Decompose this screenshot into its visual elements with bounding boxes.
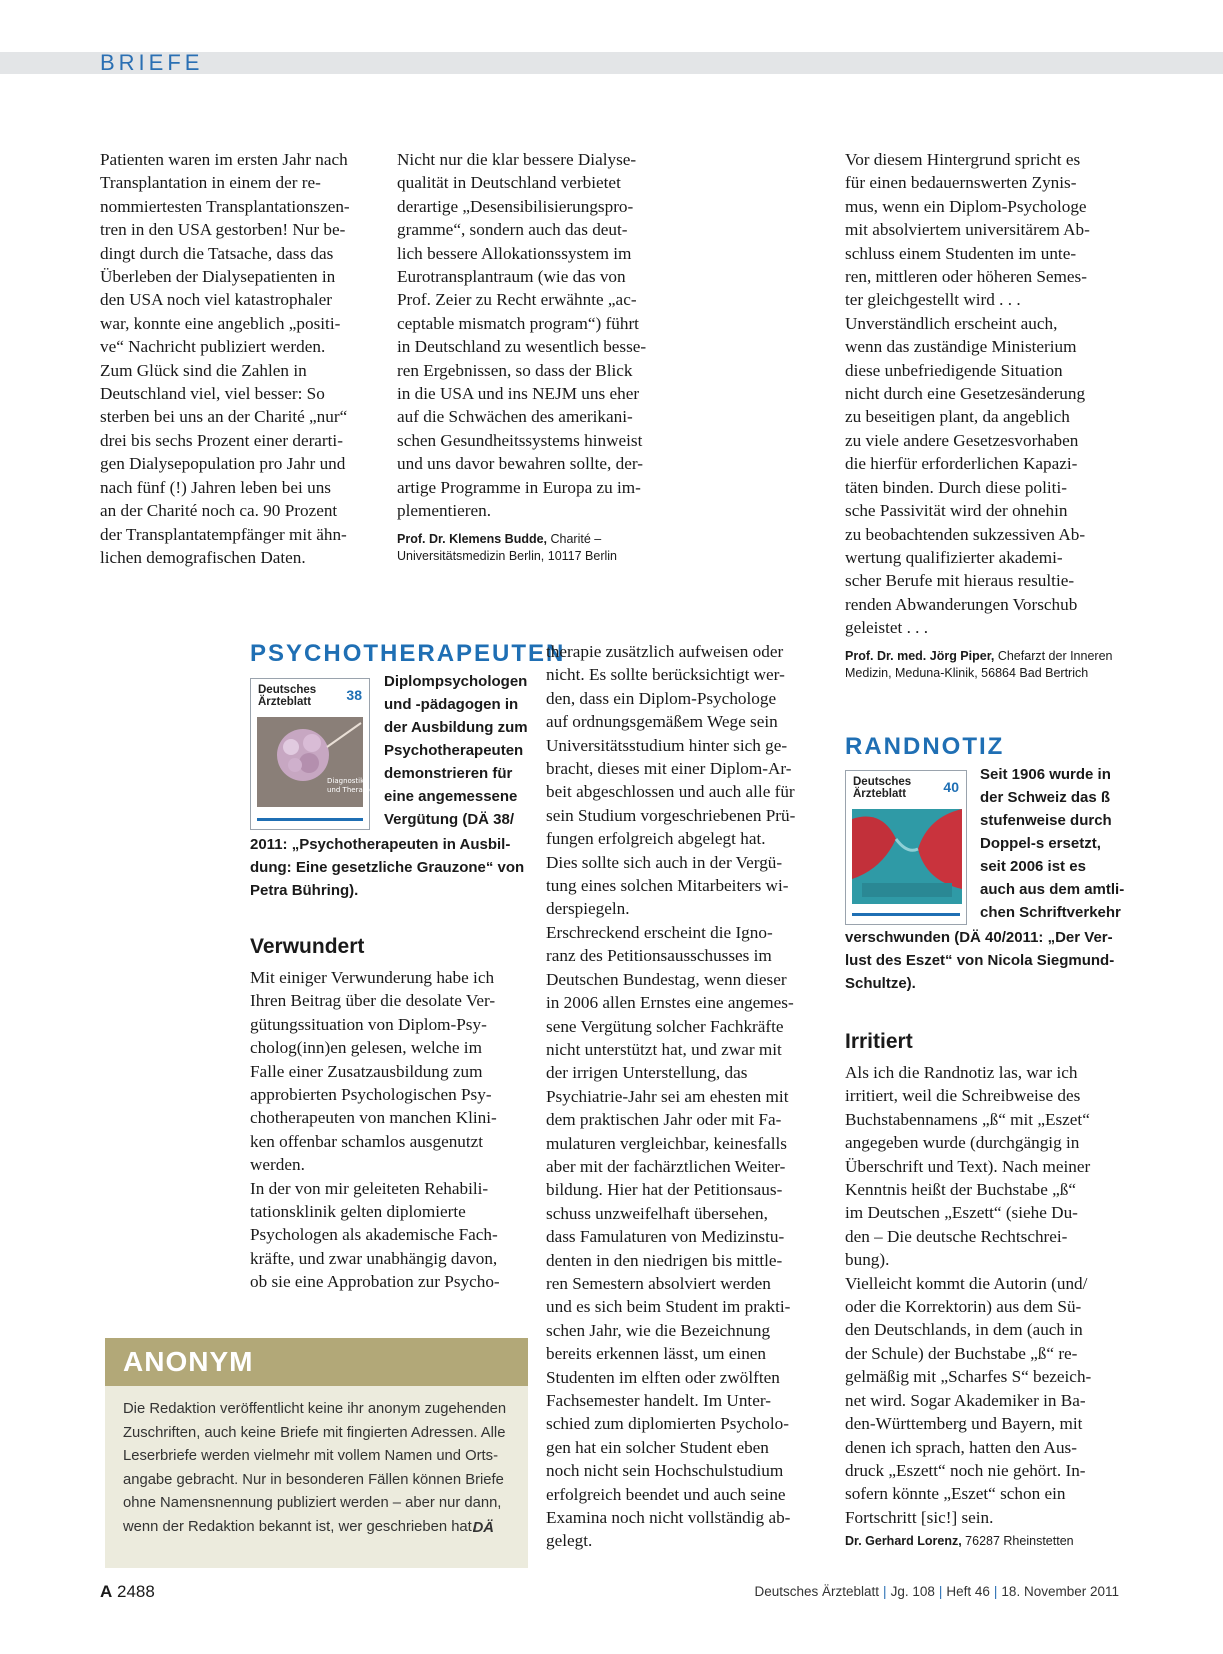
rubric-randnotiz: RANDNOTIZ [845,733,1005,760]
letter-text: Als ich die Randnotiz las, war ich irritiert, weil die Schreibweise des Buchstabennamens „ß“ mit „Eszet“ angegeben wurde (durchgängig in Überschrift und Text). Nach meiner Kenntnis heißt der Buchstabe „ß“ im Deutschen „Eszett“ (siehe Du- den – Die deutsche Rechtschrei- bung). Vielleicht kommt die Autorin (und/ oder die Korrektorin) aus dem Sü- den Deutschlands, in dem (auch in der Schule) der Buchstabe „ß“ re- gelmäßig mit „Scharfes S“ bezeich- net wird. Sogar Akademiker in Ba- den-Württemberg und Bayern, mit denen ich sprach, hatten den Aus- druck „Eszett“ noch nie gehört. In- sofern könnte „Eszet“ schon ein Fortschritt [sic!] sein. [845,1063,1092,1527]
letter-column-1 [100,148,385,569]
footer-separator: | [883,1584,887,1599]
page-prefix: A [100,1582,113,1601]
letter-text: Mit einiger Verwunderung habe ich Ihren Beitrag über die desolate Ver- gütungssituation von Diplom-Psy- cholog(inn)en gelesen, welche im Falle einer Zusatzausbildung zum approbierten Psychologischen Psy- chotherapeuten von manchen Klini- ken offenbar schamlos ausgenutzt werden. In der von mir geleiteten Rehabili- tationsklinik gelten diplomierte Psychologen als akademische Fach- kräfte, und zwar unabhängig davon, ob sie eine Approbation zur Psycho- [250,968,500,1292]
signature-affiliation: Charité – [547,531,602,546]
cover-bar [852,913,960,916]
letter-column-verwundert-cont [546,640,836,1553]
cover-image [257,717,374,807]
page-number [100,1582,155,1602]
cover-number: 40 [943,779,959,795]
anonym-sign: DÄ [472,1520,494,1536]
page-number-value: 2488 [112,1582,155,1601]
signature-affiliation: Chefarzt der Inneren [994,648,1113,663]
teaser-continuation: 2011: „Psychotherapeuten in Ausbil- dung: Eine gesetzliche Grauzone“ von Petra Bühring). [250,836,525,899]
teaser-side-text: Diplompsychologen und -pädagogen in der Ausbildung zum Psychotherapeuten demonstrieren für eine angemessene Vergütung (DÄ 38/ [384,673,528,828]
footer-separator: | [938,1584,943,1599]
signature [845,1533,1135,1550]
anonym-body [105,1386,528,1539]
magazine-cover-38 [250,678,374,830]
signature-name: Prof. Dr. med. Jörg Piper, [845,648,995,663]
footer-citation [754,1584,1119,1599]
footer-separator: | [993,1584,998,1599]
letter-text: therapie zusätzlich aufweisen oder nicht. Es sollte berücksichtigt wer- den, dass ein Diplom-Psychologe auf ordnungsgemäßem Wege sein Universitätsstudium hinter sich ge- bracht, dieses mit einer Diplom-Ar- beit abgeschlossen und auch alle für sein Studium vorgeschriebenen Prü- fungen erfolgreich abgelegt hat. Dies sollte sich auch in der Vergü- tung eines solchen Mitarbeiters wi- derspiegeln. Erschreckend erscheint die Igno- ranz des Petitionsausschusses im Deutschen Bundestag, wenn dieser in 2006 allen Ernstes eine angemes- sene Vergütung solcher Fachkräfte nicht unterstützt hat, und zwar mit der irrigen Unterstellung, das Psychiatrie-Jahr sei am ehesten mit dem praktischen Jahr oder mit Fa- mulaturen vergleichbar, keinesfalls aber mit der fachärztlichen Weiter- bildung. Hier hat der Petitionsaus- schuss unzweifelhaft übersehen, dass Famulaturen von Medizinstu- denten in den niedrigen bis mittle- ren Semestern absolviert werden und es sich beim Student im prakti- schen Jahr, wie die Bezeichnung bereits erkennen lässt, um einen Studenten im elften oder zwölften Fachsemester handelt. Im Unter- schied zum diplomierten Psycholo- gen hat ein solcher Student eben noch nicht sein Hochschulstudium erfolgreich beendet und auch seine Examina noch nicht vollständig ab- gelegt. [546,642,796,1551]
letter-column-verwundert [250,966,535,1294]
cover-number: 38 [346,687,362,703]
cover-bar [257,818,363,821]
footer-volume: Jg. 108 [890,1584,935,1599]
anonym-box [105,1338,528,1568]
signature-address: Universitätsmedizin Berlin, 10117 Berlin [397,548,618,563]
section-label: BRIEFE [100,50,204,75]
letter-text: Nicht nur die klar bessere Dialyse- qualität in Deutschland verbietet derartige „Desensibilisierungspro- gramme“, sondern auch das deut- lich bessere Allokationssystem im Eurotransplantraum (wie das von Prof. Zeier zu Recht erwähnte „ac- ceptable mismatch program“) führt in Deutschland zu wesentlich besse- ren Ergebnissen, so dass der Blick in die USA und ins NEJM uns eher auf die Schwächen des amerikani- schen Gesundheitssystems hinweist und uns davor bewahren sollte, der- artige Programme in Europa zu im- plementieren. [397,150,647,521]
signature-name: Prof. Dr. Klemens Budde, [397,531,548,546]
teaser-continuation: verschwunden (DÄ 40/2011: „Der Ver- lust des Eszet“ von Nicola Siegmund- Schultze). [845,929,1115,992]
letter-column-irritiert [845,1061,1135,1550]
signature-address: 76287 Rheinstetten [961,1534,1074,1549]
cover-subtitle: Diagnostik [327,777,365,785]
rubric-psychotherapeuten: PSYCHOTHERAPEUTEN [250,640,566,667]
teaser-side-text: Seit 1906 wurde in der Schweiz das ß stufenweise durch Doppel-s ersetzt, seit 2006 ist es auch aus dem amtli- chen Schriftverkehr [980,766,1125,921]
letter-column-2 [397,148,687,565]
anonym-text: Die Redaktion veröffentlicht keine ihr anonym zugehenden Zuschriften, auch keine Briefe mit fingierten Adressen. Alle Leserbriefe werden vielmehr mit vollem Namen und Orts- angabe gebracht. Nur in besonderen Fällen können Briefe ohne Namensnennung publiziert werden – aber nur dann, wenn der Redaktion bekannt ist, wer geschrieben hat. [123,1401,507,1535]
cover-title: Deutsches Ärzteblatt [853,776,912,800]
anonym-title: ANONYM [105,1338,528,1386]
letter-headline-verwundert: Verwundert [250,935,365,958]
cover-image [852,809,960,902]
magazine-cover-40 [845,770,967,925]
footer-issue: Heft 46 [946,1584,990,1599]
letter-headline-irritiert: Irritiert [845,1030,913,1053]
footer-date: 18. November 2011 [1001,1584,1119,1599]
letter-text: Patienten waren im ersten Jahr nach Transplantation in einem der re- nommiertesten Transplantationszen- tren in den USA gestorben! Nur be- dingt durch die Tatsache, dass das Überleben der Dialysepatienten in den USA noch viel katastrophaler war, konnte eine angeblich „positi- ve“ Nachricht publiziert werden. Zum Glück sind die Zahlen in Deutschland viel, viel besser: So sterben bei uns an der Charité „nur“ drei bis sechs Prozent einer derarti- gen Dialysepopulation pro Jahr und nach fünf (!) Jahren leben bei uns an der Charité noch ca. 90 Prozent der Transplantatempfänger mit ähn- lichen demografischen Daten. [100,150,350,567]
cover-title: Deutsches Ärzteblatt [258,684,317,708]
svg-text:und Therapie: und Therapie [327,786,374,794]
signature-address: Medizin, Meduna-Klinik, 56864 Bad Bertrich [845,665,1089,680]
signature [397,531,687,565]
signature [845,648,1130,682]
letter-text: Vor diesem Hintergrund spricht es für einen bedauernswerten Zynis- mus, wenn ein Diplom-Psychologe mit absolviertem universitärem Ab- schluss einem Studenten im unte- ren, mittleren oder höheren Semes- ter gleichgestellt wird . . . Unverständlich erscheint auch, wenn das zuständige Ministerium diese unbefriedigende Situation nicht durch eine Gesetzesänderung zu beseitigen plant, da angeblich zu viele andere Gesetzesvorhaben die hierfür erforderlichen Kapazi- täten binden. Durch diese politi- sche Passivität wird der ohnehin zu beobachtenden sukzessiven Ab- wertung qualifizierter akademi- scher Berufe mit hieraus resultie- renden Abwanderungen Vorschub geleistet . . . [845,150,1090,638]
signature-name: Dr. Gerhard Lorenz, [845,1534,962,1549]
letter-column-3 [845,148,1130,682]
footer-journal: Deutsches Ärzteblatt [754,1584,880,1599]
